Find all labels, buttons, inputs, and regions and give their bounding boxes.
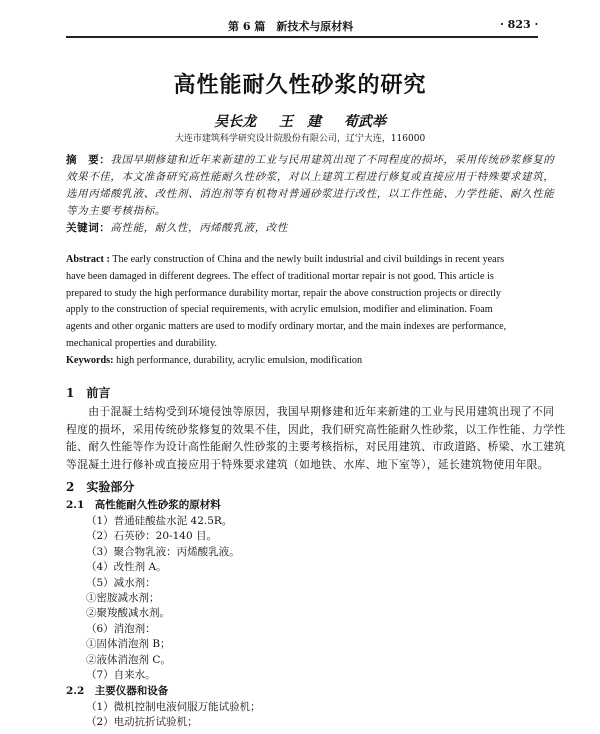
abstract-line: mechanical properties and durability. (66, 337, 217, 349)
paragraph-line: 能、耐久性能等作为设计高性能耐久性砂浆的主要考核指标，对民用建筑、市政道路、桥梁、水工建筑 (66, 440, 566, 453)
paper-title: 高性能耐久性砂浆的研究 (173, 72, 427, 98)
author: 王 建 (279, 114, 321, 130)
subsection-2-2-heading: 2.2 主要仪器和设备 (66, 685, 169, 697)
abstract-en (66, 252, 506, 370)
author: 荀武举 (343, 114, 386, 130)
affiliation: 大连市建筑科学研究设计院股份有限公司，辽宁大连，116000 (174, 134, 426, 144)
list-item: （1）微机控制电液伺服万能试验机； (86, 701, 261, 713)
keywords-en: high performance, durability, acrylic emulsion, modification (113, 354, 363, 366)
list-item: （3）聚合物乳液：丙烯酸乳液。 (86, 545, 240, 558)
abstract-line: apply to the construction of special requirements, with acrylic emulsion, modifier and elimination. Foam (66, 304, 493, 316)
section-1-heading: 1 前言 (66, 386, 111, 400)
header-rule (66, 36, 538, 38)
equipment-list (86, 700, 261, 731)
paragraph-line: 由于混凝土结构受到环境侵蚀等原因，我国早期修建和近年来新建的工业与民用建筑出现了不同 (66, 405, 555, 418)
author: 吴长龙 (214, 114, 257, 130)
abstract-line: 选用丙烯酸乳液、改性剂、消泡剂等有机物对普通砂浆进行改性，以工作性能、力学性能、耐久性能 (66, 188, 555, 200)
abstract-line: have been damaged in different degrees. The effect of traditional mortar repair is not good. This article is (66, 270, 494, 282)
list-item: （4）改性剂 A。 (86, 561, 167, 574)
keywords-en-label: Keywords: (66, 354, 114, 366)
keywords-cn: 高性能，耐久性，丙烯酸乳液，改性 (110, 222, 289, 234)
abstract-en-label: Abstract : (66, 254, 110, 265)
list-item: （7）自来水。 (86, 668, 156, 681)
list-item: ②聚羧酸减水剂。 (86, 607, 170, 620)
page-number: · 823 · (500, 18, 539, 31)
abstract-line: The early construction of China and the newly built industrial and civil buildings in recent years (109, 254, 505, 265)
abstract-cn-label: 摘 要： (66, 154, 111, 166)
materials-list (86, 514, 240, 683)
keywords-cn-label: 关键词： (66, 222, 111, 234)
abstract-line: prepared to study the high performance durability mortar, repair the above construction projects or directly (66, 287, 501, 299)
list-item: ①固体消泡剂 B； (86, 638, 171, 651)
list-item: ②液体消泡剂 C。 (86, 653, 171, 666)
paragraph-line: 程度的损坏，采用传统砂浆修复的效果不佳，因此，我们研究高性能耐久性砂浆，以工作性能、力学性 (66, 422, 566, 436)
list-item: ①密胺减水剂； (86, 591, 160, 604)
section-1-paragraph (66, 403, 565, 473)
running-header-section: 第 6 篇 新技术与原材料 (228, 20, 354, 33)
list-item: （5）减水剂： (86, 576, 156, 589)
authors (0, 111, 600, 131)
abstract-line: 效果不佳，本文准备研究高性能耐久性砂浆，对以上建筑工程进行修复或直接应用于特殊要求建筑， (66, 171, 555, 183)
list-item: （1）普通硅酸盐水泥 42.5R。 (86, 515, 233, 527)
abstract-line: agents and other organic matters are used to modify ordinary mortar, and the main indexes are performance, (66, 321, 507, 333)
abstract-cn (66, 152, 554, 237)
list-item: （2）电动抗折试验机； (86, 716, 198, 729)
abstract-line: 等为主要考核指标。 (66, 205, 166, 217)
paragraph-line: 等混凝土进行修补或直接应用于特殊要求建筑（如地铁、水库、地下室等），延长建筑物使用年限。 (66, 457, 549, 471)
list-item: （6）消泡剂： (86, 622, 156, 635)
section-2-heading: 2 实验部分 (66, 480, 135, 494)
abstract-line: 我国早期修建和近年来新建的工业与民用建筑出现了不同程度的损坏，采用传统砂浆修复的 (110, 154, 555, 166)
subsection-2-1-heading: 2.1 高性能耐久性砂浆的原材料 (66, 499, 221, 511)
list-item: （2）石英砂：20-140 目。 (86, 530, 217, 543)
